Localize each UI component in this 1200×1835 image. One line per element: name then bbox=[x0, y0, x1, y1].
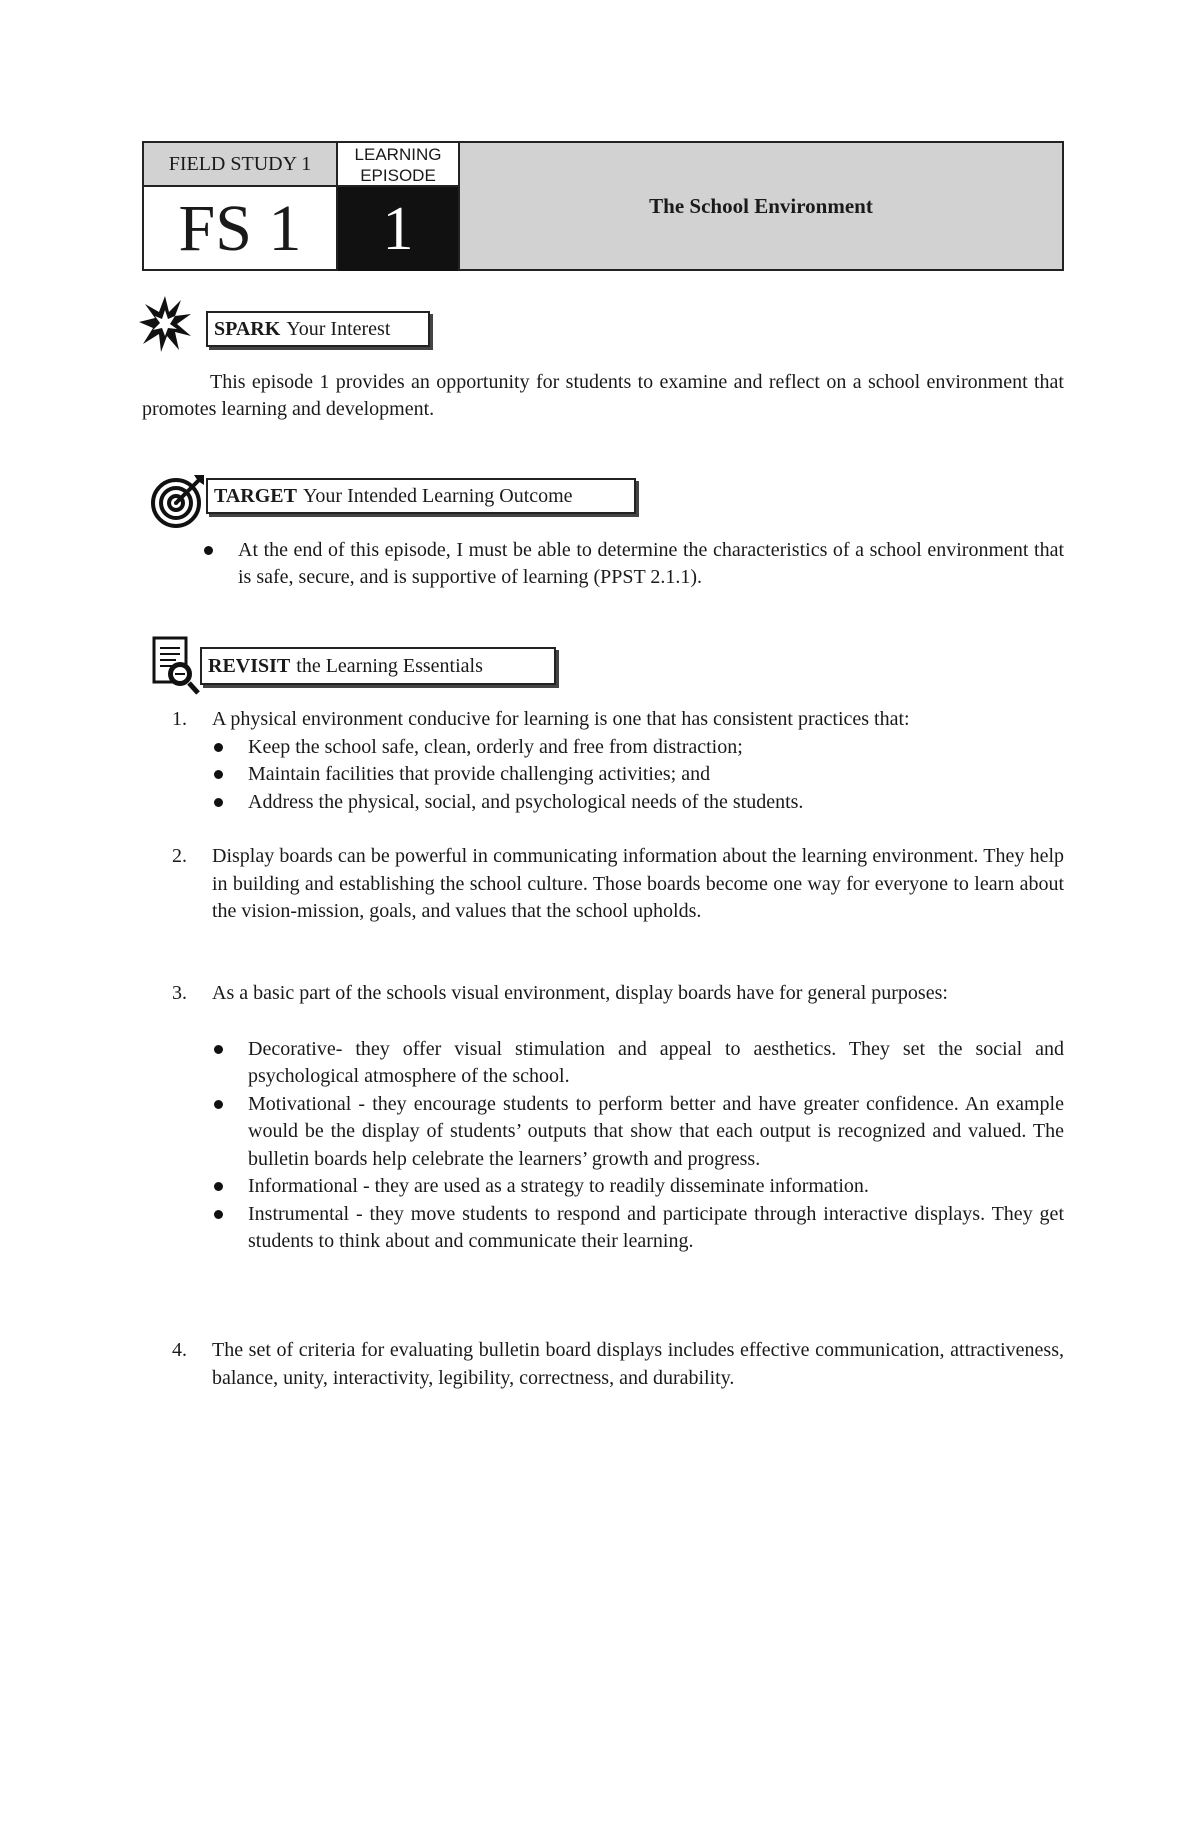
spark-paragraph: This episode 1 provides an opportunity for students to examine and reflect on a school environment that promotes learning and development. bbox=[142, 371, 1064, 420]
list-item: Informational - they are used as a strategy to readily disseminate information. bbox=[212, 1173, 1064, 1201]
list-item: Motivational - they encourage students to perform better and have greater confidence. An example would be the display of students’ outputs that show that each output is recognized and valued. The bulletin boards help celebrate the learners’ growth and progress. bbox=[212, 1091, 1064, 1174]
revisit-label-rest: the Learning Essentials bbox=[296, 654, 483, 677]
item-bullets bbox=[212, 734, 1064, 817]
item-text: A physical environment conducive for learning is one that has consistent practices that: bbox=[212, 708, 910, 730]
target-icon bbox=[150, 473, 206, 529]
target-keyword: TARGET bbox=[214, 484, 297, 507]
spark-label-rest: Your Interest bbox=[286, 317, 391, 340]
episode-header-table bbox=[142, 141, 1064, 271]
target-section-label bbox=[206, 478, 636, 514]
list-item: Maintain facilities that provide challenging activities; and bbox=[212, 761, 1064, 789]
episode-number: 1 bbox=[338, 187, 460, 271]
target-label-rest: Your Intended Learning Outcome bbox=[302, 484, 573, 507]
list-item: Keep the school safe, clean, orderly and free from distraction; bbox=[212, 734, 1064, 762]
item-text: As a basic part of the schools visual environment, display boards have for general purposes: bbox=[212, 982, 948, 1004]
revisit-item-3 bbox=[172, 980, 1064, 1256]
item-text: The set of criteria for evaluating bulletin board displays includes effective communication, attractiveness, balance, unity, interactivity, legibility, correctness, and durability. bbox=[212, 1339, 1064, 1389]
revisit-item-4 bbox=[172, 1337, 1064, 1392]
list-item: Decorative- they offer visual stimulation and appeal to aesthetics. They set the social and psychological atmosphere of the school. bbox=[212, 1036, 1064, 1091]
revisit-item-2 bbox=[172, 843, 1064, 926]
spark-keyword: SPARK bbox=[214, 317, 281, 340]
item-number: 4. bbox=[172, 1339, 187, 1361]
item-number: 3. bbox=[172, 982, 187, 1004]
target-outcomes bbox=[202, 537, 1064, 591]
revisit-section-label bbox=[200, 647, 556, 685]
outcome-item: At the end of this episode, I must be able to determine the characteristics of a school environment that is safe, secure, and is supportive of learning (PPST 2.1.1). bbox=[202, 537, 1064, 591]
item-number: 2. bbox=[172, 845, 187, 867]
field-study-label: FIELD STUDY 1 bbox=[144, 143, 338, 187]
item-text: Display boards can be powerful in communicating information about the learning environment. They help in building and establishing the school culture. Those boards become one way for everyone to learn about the vision-mission, goals, and values that the school upholds. bbox=[212, 845, 1064, 922]
revisit-item-1 bbox=[172, 706, 1064, 816]
spark-section-label bbox=[206, 311, 430, 347]
learning-episode-label: LEARNING EPISODE bbox=[338, 143, 460, 187]
revisit-keyword: REVISIT bbox=[208, 654, 291, 677]
page-title: The School Environment bbox=[460, 143, 1062, 269]
starburst-icon bbox=[137, 294, 193, 354]
list-item: Address the physical, social, and psychological needs of the students. bbox=[212, 789, 1064, 817]
item-number: 1. bbox=[172, 708, 187, 730]
document-magnifier-icon bbox=[150, 636, 202, 696]
list-item: Instrumental - they move students to respond and participate through interactive displays. They get students to think about and communicate their learning. bbox=[212, 1201, 1064, 1256]
fs-code: FS 1 bbox=[144, 187, 338, 271]
item-bullets bbox=[212, 1036, 1064, 1256]
